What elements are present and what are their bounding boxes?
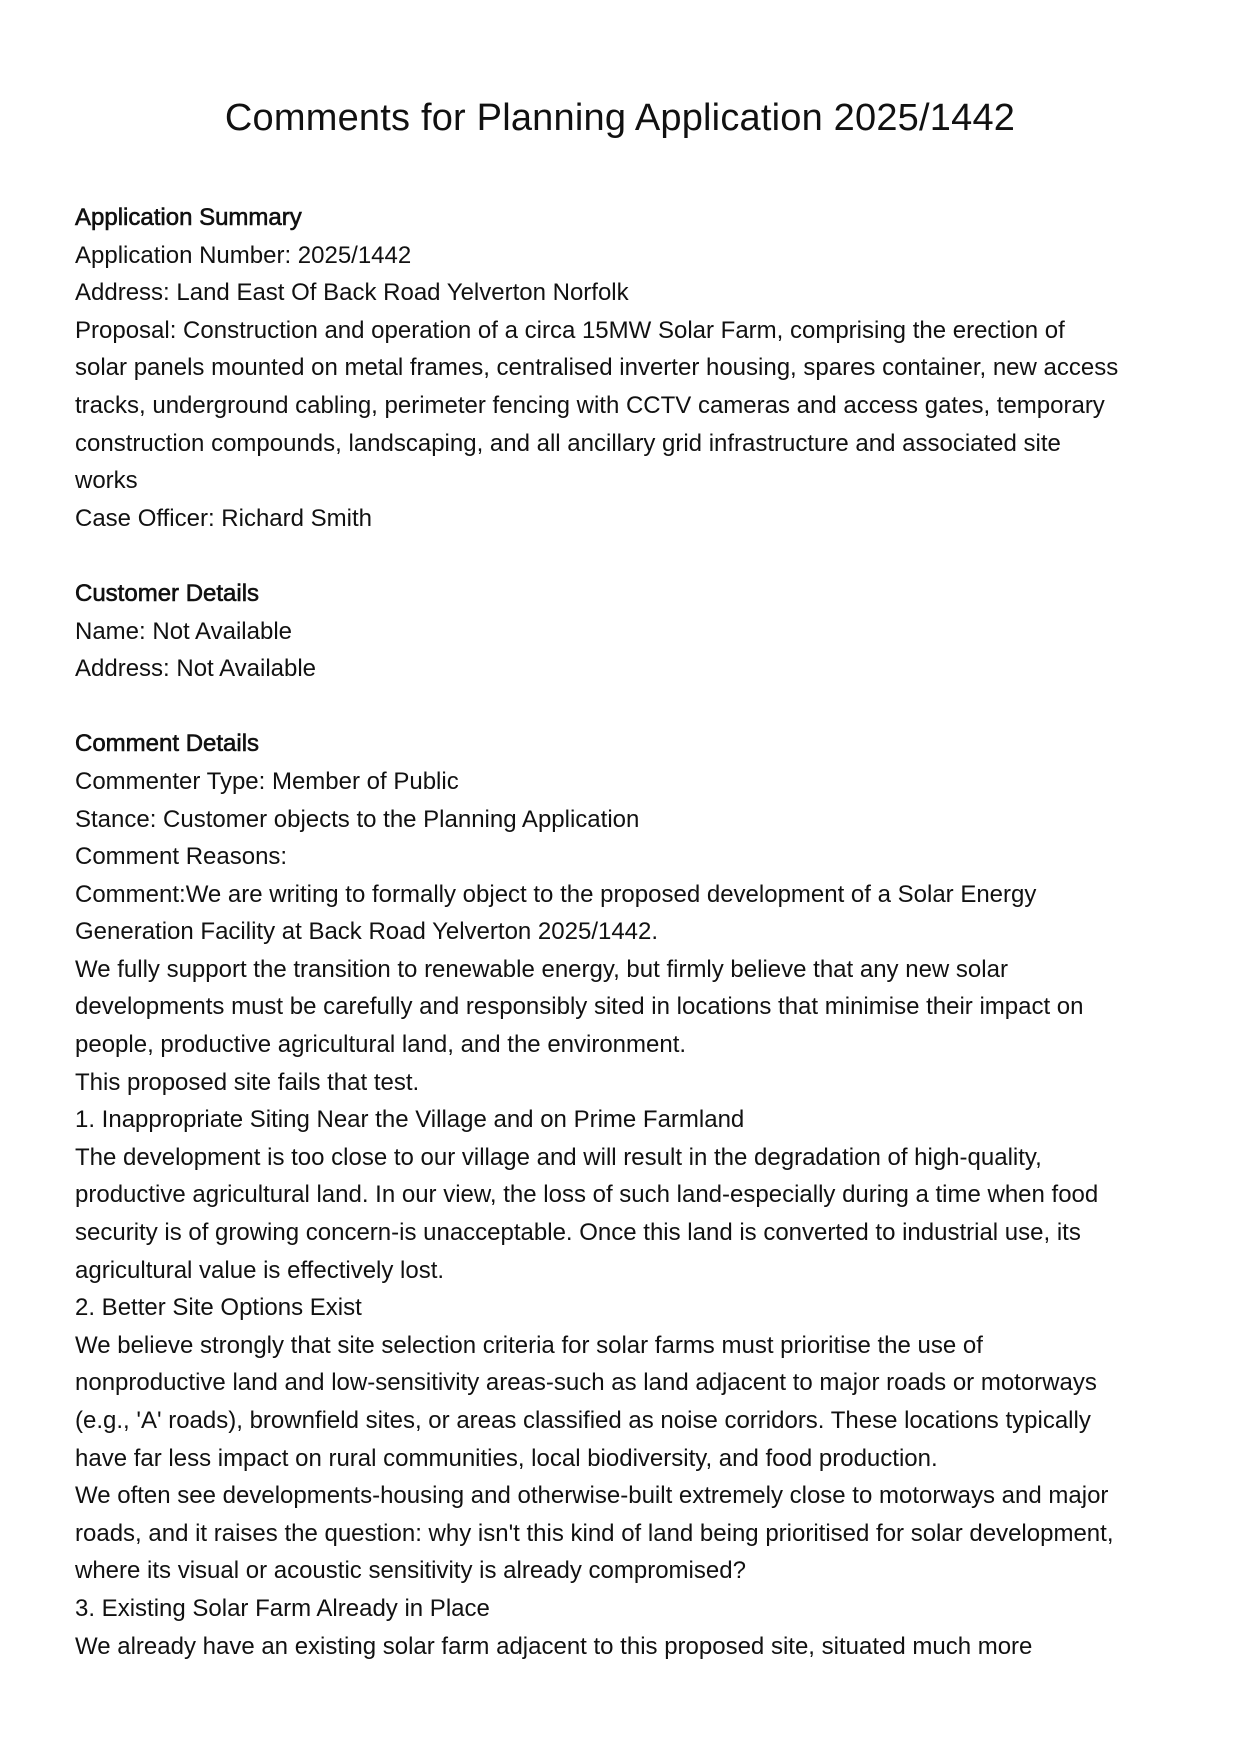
comment-line: We believe strongly that site selection criteria for solar farms must prioritise the use of bbox=[75, 1331, 983, 1359]
comment-line: Comment:We are writing to formally object to the proposed development of a Solar Energy bbox=[75, 880, 1037, 908]
customer-name: Name: Not Available bbox=[75, 617, 293, 645]
stance: Stance: Customer objects to the Planning Application bbox=[75, 805, 640, 833]
customer-address: Address: Not Available bbox=[75, 655, 317, 683]
comment-line: nonproductive land and low-sensitivity areas-such as land adjacent to major roads or motorways bbox=[75, 1369, 1097, 1397]
proposal-line: works bbox=[75, 467, 138, 495]
proposal-line: construction compounds, landscaping, and all ancillary grid infrastructure and associated site bbox=[75, 429, 1061, 457]
comment-line: developments must be carefully and responsibly sited in locations that minimise their impact on bbox=[75, 993, 1084, 1021]
comment-line: This proposed site fails that test. bbox=[75, 1068, 420, 1096]
section-spacer bbox=[75, 688, 1175, 726]
comment-line: roads, and it raises the question: why isn't this kind of land being prioritised for solar development, bbox=[75, 1519, 1114, 1547]
comment-line: We already have an existing solar farm adjacent to this proposed site, situated much more bbox=[75, 1632, 1033, 1660]
document-content bbox=[75, 199, 1175, 1665]
comment-line: security is of growing concern-is unacceptable. Once this land is converted to industrial use, its bbox=[75, 1219, 1081, 1247]
application-summary-section bbox=[75, 199, 1175, 537]
comment-details-section bbox=[75, 725, 1175, 1665]
proposal-line: Proposal: Construction and operation of a circa 15MW Solar Farm, comprising the erection of bbox=[75, 316, 1065, 344]
application-number: Application Number: 2025/1442 bbox=[75, 241, 412, 269]
comment-line: have far less impact on rural communities, local biodiversity, and food production. bbox=[75, 1444, 938, 1472]
comment-line: 3. Existing Solar Farm Already in Place bbox=[75, 1594, 490, 1622]
commenter-type: Commenter Type: Member of Public bbox=[75, 767, 459, 795]
customer-details-section bbox=[75, 575, 1175, 688]
comment-line: We often see developments-housing and otherwise-built extremely close to motorways and major bbox=[75, 1482, 1109, 1510]
comment-line: productive agricultural land. In our view, the loss of such land-especially during a time when food bbox=[75, 1181, 1099, 1209]
proposal-line: tracks, underground cabling, perimeter fencing with CCTV cameras and access gates, temporary bbox=[75, 391, 1105, 419]
comment-line: The development is too close to our village and will result in the degradation of high-quality, bbox=[75, 1143, 1042, 1171]
comment-line: agricultural value is effectively lost. bbox=[75, 1256, 445, 1284]
comment-line: where its visual or acoustic sensitivity is already compromised? bbox=[75, 1557, 746, 1585]
comment-line: people, productive agricultural land, and the environment. bbox=[75, 1031, 687, 1059]
section-spacer bbox=[75, 537, 1175, 575]
proposal-line: solar panels mounted on metal frames, centralised inverter housing, spares container, new access bbox=[75, 354, 1119, 382]
application-summary-heading: Application Summary bbox=[75, 204, 302, 231]
case-officer: Case Officer: Richard Smith bbox=[75, 504, 372, 532]
comment-line: Generation Facility at Back Road Yelverton 2025/1442. bbox=[75, 918, 659, 946]
application-address: Address: Land East Of Back Road Yelverton Norfolk bbox=[75, 279, 629, 307]
comment-line: 1. Inappropriate Siting Near the Village and on Prime Farmland bbox=[75, 1106, 745, 1134]
customer-details-heading: Customer Details bbox=[75, 579, 260, 607]
comment-reasons: Comment Reasons: bbox=[75, 843, 288, 871]
comment-line: 2. Better Site Options Exist bbox=[75, 1294, 362, 1322]
comment-line: We fully support the transition to renewable energy, but firmly believe that any new solar bbox=[75, 955, 1008, 983]
comment-line: (e.g., 'A' roads), brownfield sites, or areas classified as noise corridors. These locations typically bbox=[75, 1407, 1091, 1434]
page-title: Comments for Planning Application 2025/1442 bbox=[224, 97, 1016, 139]
comment-details-heading: Comment Details bbox=[75, 730, 260, 758]
